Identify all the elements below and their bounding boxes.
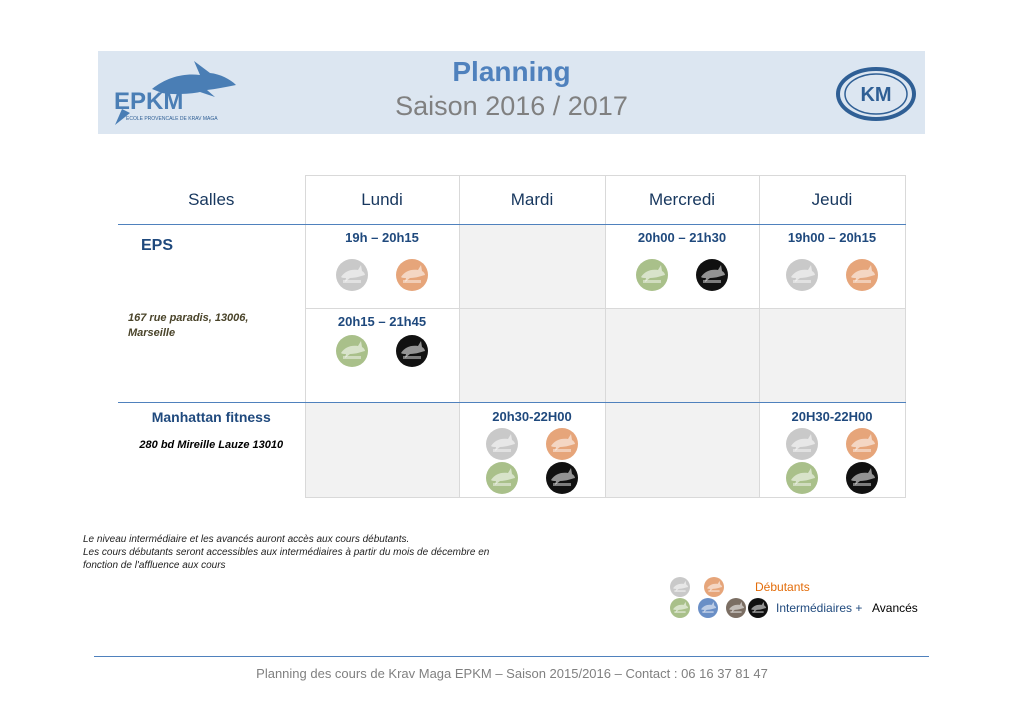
manhattan-row: [118, 403, 905, 498]
slot-manhattan-jeudi: [759, 403, 905, 498]
shark-badge-icon: [670, 598, 690, 618]
shark-badge-icon: [336, 259, 368, 291]
logo-left-text: EPKM: [114, 88, 184, 115]
shark-badge-icon: [696, 259, 728, 291]
shark-badge-icon: [726, 598, 746, 618]
shark-badge-icon: [546, 428, 578, 460]
shark-badge-icon: [698, 598, 718, 618]
note-text: [83, 533, 553, 572]
shark-badge-icon: [786, 259, 818, 291]
note-line-1: Le niveau intermédiaire et les avancés auront accès aux cours débutants.: [83, 534, 410, 545]
km-emblem-logo: [833, 63, 919, 125]
note-line-3: fonction de l'affluence aux cours: [83, 560, 226, 571]
level-icons: [460, 462, 605, 494]
shark-badge-icon: [486, 462, 518, 494]
eps-row-1: [118, 225, 905, 309]
slot-eps-mardi-2: [459, 309, 605, 403]
col-header-lundi: Lundi: [305, 176, 459, 225]
col-header-jeudi: Jeudi: [759, 176, 905, 225]
shark-badge-icon: [486, 428, 518, 460]
slot-time: 20h15 – 21h45: [337, 314, 427, 329]
venue-name-manhattan: Manhattan fitness: [151, 409, 271, 425]
header-row: [118, 176, 905, 225]
legend-intermediaires: Intermédiaires +: [776, 601, 863, 615]
shark-badge-icon: [786, 428, 818, 460]
level-icons: [306, 335, 459, 367]
logo-right-text: KM: [860, 84, 892, 106]
col-header-mercredi: Mercredi: [605, 176, 759, 225]
slot-time: 19h00 – 20h15: [787, 230, 877, 245]
level-icons: [760, 259, 905, 291]
shark-badge-icon: [396, 259, 428, 291]
logo-left-tagline: ECOLE PROVENCALE DE KRAV MAGA: [126, 116, 218, 122]
schedule-table: [118, 175, 906, 498]
footer-divider: [94, 656, 929, 657]
shark-badge-icon: [748, 598, 768, 618]
slot-time: 20h30-22H00: [492, 409, 572, 424]
shark-badge-icon: [670, 577, 690, 597]
slot-manhattan-mardi: [459, 403, 605, 498]
shark-badge-icon: [846, 428, 878, 460]
slot-time: 19h – 20h15: [345, 230, 419, 245]
level-legend: [668, 575, 928, 620]
slot-eps-jeudi-2: [759, 309, 905, 403]
shark-badge-icon: [846, 259, 878, 291]
shark-badge-icon: [636, 259, 668, 291]
slot-manhattan-lundi: [305, 403, 459, 498]
shark-badge-icon: [336, 335, 368, 367]
note-line-2: Les cours débutants seront accessibles aux intermédiaires à partir du mois de décembre en: [83, 547, 490, 558]
footer-text: Planning des cours de Krav Maga EPKM – Saison 2015/2016 – Contact : 06 16 37 81 47: [256, 666, 768, 681]
level-icons: [460, 428, 605, 460]
slot-eps-mercredi-2: [605, 309, 759, 403]
col-header-salles: Salles: [118, 176, 305, 225]
slot-time: 20H30-22H00: [791, 409, 873, 424]
venue-cell-eps: [118, 225, 305, 403]
shark-badge-icon: [786, 462, 818, 494]
slot-eps-lundi-1: [305, 225, 459, 309]
legend-debutants: Débutants: [755, 580, 810, 594]
slot-eps-jeudi-1: [759, 225, 905, 309]
shark-badge-icon: [846, 462, 878, 494]
slot-manhattan-mercredi: [605, 403, 759, 498]
page-title: Planning: [452, 56, 571, 87]
col-header-mardi: Mardi: [459, 176, 605, 225]
page-subtitle: Saison 2016 / 2017: [395, 91, 628, 121]
level-icons: [760, 462, 905, 494]
slot-time: 20h00 – 21h30: [637, 230, 727, 245]
venue-address-manhattan: 280 bd Mireille Lauze 13010: [139, 439, 284, 451]
level-icons: [306, 259, 459, 291]
shark-badge-icon: [704, 577, 724, 597]
shark-badge-icon: [546, 462, 578, 494]
shark-badge-icon: [396, 335, 428, 367]
page-header: [98, 51, 925, 134]
legend-avances: Avancés: [872, 601, 918, 615]
venue-name-eps: EPS: [141, 237, 174, 254]
venue-address-eps: 167 rue paradis, 13006, Marseille: [128, 312, 249, 339]
slot-eps-lundi-2: [305, 309, 459, 403]
level-icons: [760, 428, 905, 460]
slot-eps-mercredi-1: [605, 225, 759, 309]
level-icons: [606, 259, 759, 291]
venue-cell-manhattan: [118, 403, 305, 498]
slot-eps-mardi-1: [459, 225, 605, 309]
